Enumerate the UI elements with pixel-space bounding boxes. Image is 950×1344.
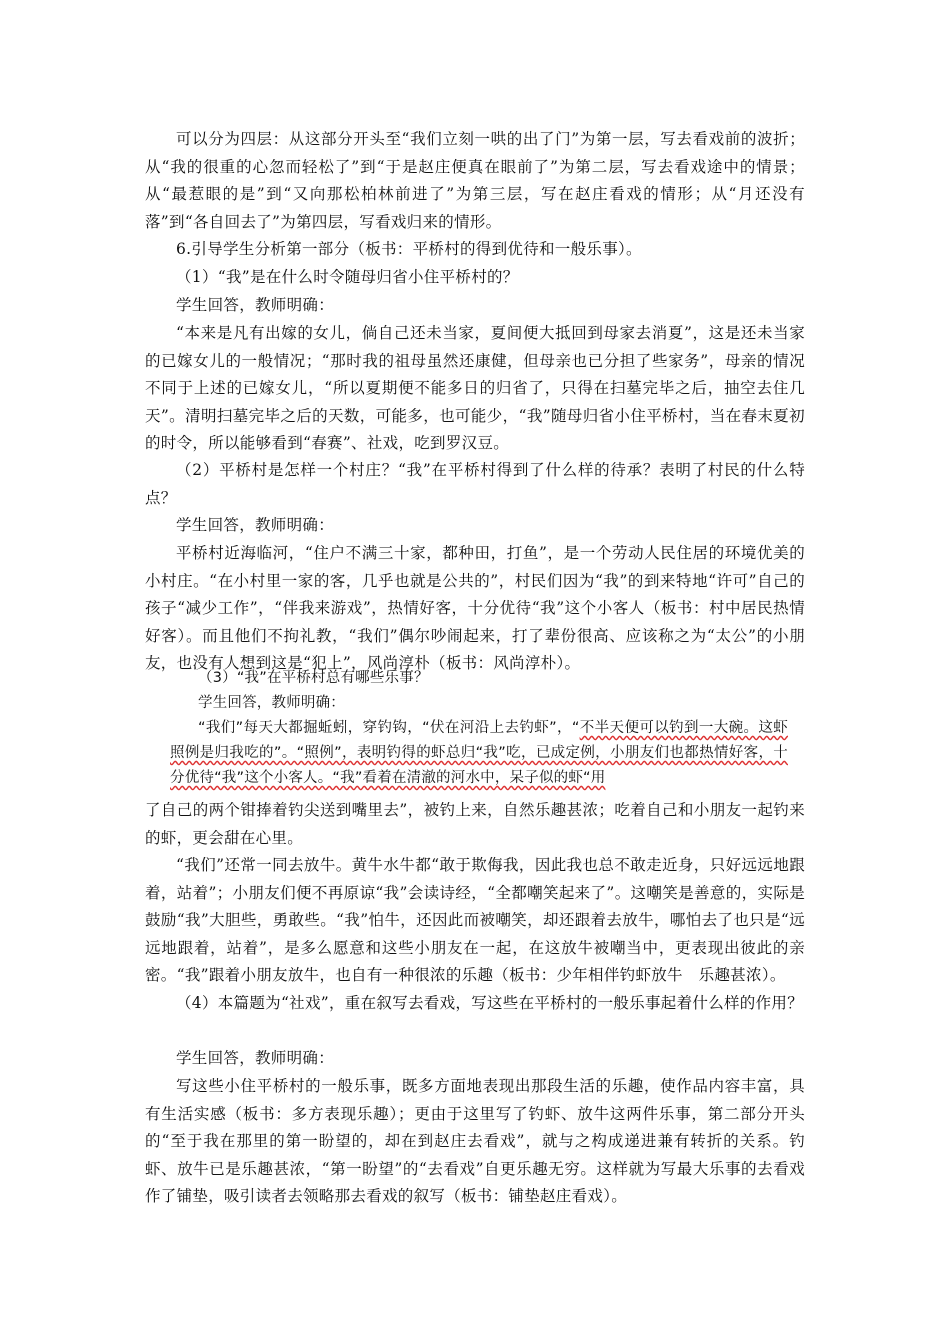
paragraph-step-6: 6.引导学生分析第一部分（板书：平桥村的得到优待和一般乐事）。: [176, 240, 642, 258]
question-3: （3）“我”在平桥村总有哪些乐事？: [198, 670, 429, 686]
answer-label-3: 学生回答，教师明确：: [198, 695, 345, 711]
answer-3-part-a: “我们”每天大都掘蚯蚓，穿钓钩，“伏在河沿上去钓虾”，“: [198, 720, 580, 736]
paragraph-cattle: “我们”还常一同去放牛。黄牛水牛都“敢于欺侮我，因此我也总不敢走近身，只好远远地跟着，站着”；小朋友们便不再原谅“我”会读诗经，“全都嘲笑起来了”。这嘲笑是善意的，实际是鼓励“我”大胆些，勇敢些。“我”怕牛，还因此而被嘲笑，却还跟着去放牛，哪怕去了也只是“远远地跟着，站着”，是多么愿意和这些小朋友在一起，在这放牛被嘲当中，更表现出彼此的亲密。“我”跟着小朋友放牛，也自有一种很浓的乐趣（板书：少年相伴钓虾放牛 乐趣甚浓）。: [145, 856, 805, 984]
answer-3-continued: 了自己的两个钳捧着钓尖送到嘴里去”，被钓上来，自然乐趣甚浓；吃着自己和小朋友一起钓来的虾，更会甜在心里。: [145, 801, 805, 847]
question-2: （2）平桥村是怎样一个村庄？“我”在平桥村得到了什么样的待承？表明了村民的什么特点？: [145, 461, 805, 507]
answer-1: “本来是凡有出嫁的女儿，倘自己还未当家，夏间便大抵回到母家去消夏”，这是还未当家的已嫁女儿的一般情况；“那时我的祖母虽然还康健，但母亲也已分担了些家务”，母亲的情况不同于上述的已嫁女儿，“所以夏期便不能多日的归省了，只得在扫墓完毕之后，抽空去住几天”。清明扫墓完毕之后的天数，可能多，也可能少，“我”随母归省小住平桥村，当在春末夏初的时令，所以能够看到“春赛”、社戏，吃到罗汉豆。: [145, 324, 805, 452]
answer-4: 写这些小住平桥村的一般乐事，既多方面地表现出那段生活的乐趣，使作品内容丰富，具有生活实感（板书：多方表现乐趣）；更由于这里写了钓虾、放牛这两件乐事，第二部分开头的“至于我在那里的第一盼望的，却在到赵庄去看戏”，就与之构成递进兼有转折的关系。钓虾、放牛已是乐趣甚浓，“第一盼望”的“去看戏”自更乐趣无穷。这样就为写最大乐事的去看戏作了铺垫，吸引读者去领略那去看戏的叙写（板书：铺垫赵庄看戏）。: [145, 1077, 805, 1205]
answer-label-1: 学生回答，教师明确：: [176, 296, 335, 314]
question-4: （4）本篇题为“社戏”，重在叙写去看戏，写这些在平桥村的一般乐事起着什么样的作用？: [176, 994, 804, 1012]
answer-label-4: 学生回答，教师明确：: [176, 1049, 335, 1067]
answer-label-2: 学生回答，教师明确：: [176, 516, 335, 534]
answer-3-part-b: 不半天便可以钓到一大碗。这虾照例是归我吃的”。“照例”，表明钓得的虾总归“我”吃，已成定例，小朋友们也都热情好客，十分优待“我”这个小客人。“我”看着在清澈的河水中，呆子似的虾“用: [170, 720, 788, 786]
paragraph-layers: 可以分为四层：从这部分开头至“我们立刻一哄的出了门”为第一层，写去看戏前的波折；从“我的很重的心忽而轻松了”到“于是赵庄便真在眼前了”为第二层，写去看戏途中的情景；从“最惹眼的是”到“又向那松柏林前进了”为第三层，写在赵庄看戏的情形；从“月还没有落”到“各自回去了”为第四层，写看戏归来的情形。: [145, 130, 805, 231]
question-1: （1）“我”是在什么时令随母归省小住平桥村的？: [176, 268, 519, 286]
answer-2: 平桥村近海临河，“住户不满三十家，都种田，打鱼”，是一个劳动人民住居的环境优美的小村庄。“在小村里一家的客，几乎也就是公共的”，村民们因为“我”的到来特地“许可”自己的孩子“减少工作”，“伴我来游戏”，热情好客，十分优待“我”这个小客人（板书：村中居民热情好客）。而且他们不拘礼教，“我们”偶尔吵闹起来，打了辈份很高、应该称之为“太公”的小朋友，也没有人想到这是“犯上”，风尚淳朴（板书：风尚淳朴）。: [145, 544, 805, 672]
answer-3-inserted-block: [170, 716, 788, 791]
